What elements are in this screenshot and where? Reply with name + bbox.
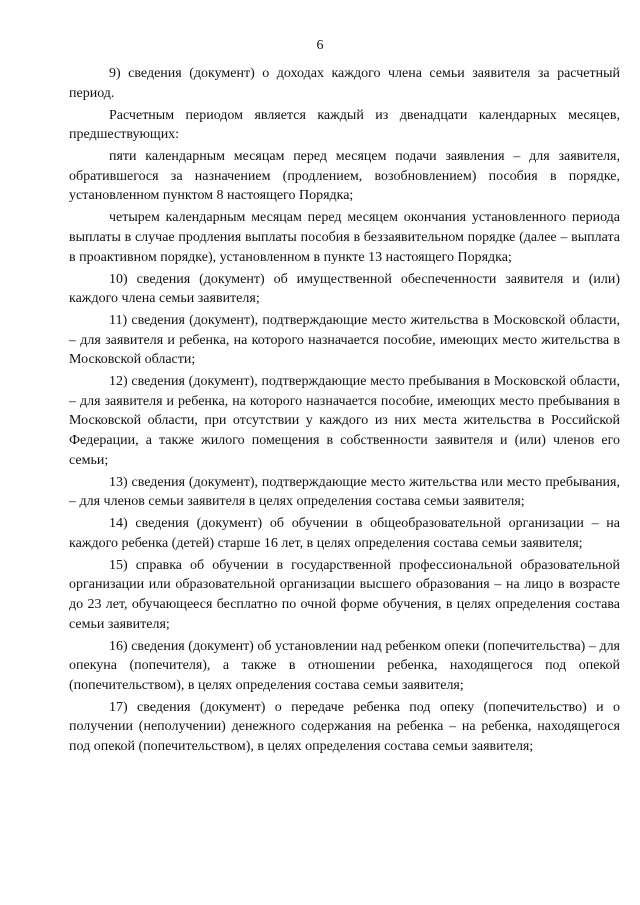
- paragraph-item-12: 12) сведения (документ), подтверждающие место пребывания в Московской области, – для заявителя и ребенка, на которого назначается пособие, имеющих место пребывания в Московской области, при отсутствии у каждого из них места жительства в Российской Федерации, а также жилого помещения в собственности заявителя и (или) членов его семьи;: [69, 374, 620, 468]
- page-number: 6: [316, 38, 324, 53]
- paragraph-item-17: 17) сведения (документ) о передаче ребенка под опеку (попечительство) и о получении (неполучении) денежного содержания на ребенка – на ребенка, находящегося под опекой (попечительством), в целях определения состава семьи заявителя;: [69, 699, 620, 754]
- paragraph-item-13: 13) сведения (документ), подтверждающие место жительства или место пребывания, – для членов семьи заявителя в целях определения состава семьи заявителя;: [69, 474, 620, 510]
- paragraph-item-10: 10) сведения (документ) об имущественной обеспеченности заявителя и (или) каждого члена семьи заявителя;: [69, 271, 620, 307]
- paragraph-item-15: 15) справка об обучении в государственной профессиональной образовательной организации или образовательной организации высшего образования – на лицо в возрасте до 23 лет, обучающееся бесплатно по очной форме обучения, в целях определения состава семьи заявителя;: [69, 557, 620, 632]
- paragraph-item-16: 16) сведения (документ) об установлении над ребенком опеки (попечительства) – для опекуна (попечителя), а также в отношении ребенка, находящегося под опекой (попечительством), в целях определения состава семьи заявителя;: [69, 638, 620, 693]
- paragraph-item-11: 11) сведения (документ), подтверждающие место жительства в Московской области, – для заявителя и ребенка, на которого назначается пособие, имеющих место жительства в Московской области;: [69, 313, 620, 368]
- paragraph-item-14: 14) сведения (документ) об обучении в общеобразовательной организации – на каждого ребенка (детей) старше 16 лет, в целях определения состава семьи заявителя;: [69, 516, 620, 551]
- paragraph-four-months: четырем календарным месяцам перед месяцем окончания установленного периода выплаты в случае продления выплаты пособия в беззаявительном порядке (далее – выплата в проактивном порядке), установленном в пункте 13 настоящего Порядка;: [69, 210, 620, 265]
- paragraph-calculation-period: Расчетным периодом является каждый из двенадцати календарных месяцев, предшествующих:: [69, 107, 620, 143]
- paragraph-item-9: 9) сведения (документ) о доходах каждого члена семьи заявителя за расчетный период.: [69, 66, 620, 101]
- paragraph-five-months: пяти календарным месяцам перед месяцем подачи заявления – для заявителя, обратившегося за назначением (продлением, возобновлением) пособия в порядке, установленном пунктом 8 настоящего Порядка;: [69, 149, 620, 204]
- document-body: [69, 64, 620, 759]
